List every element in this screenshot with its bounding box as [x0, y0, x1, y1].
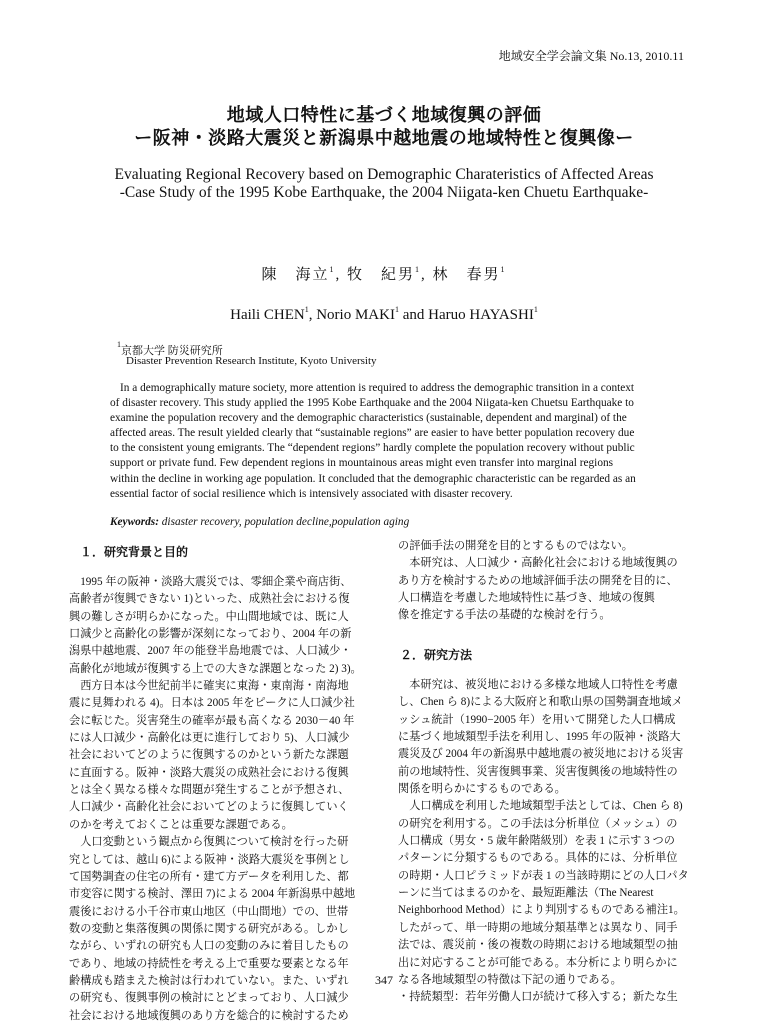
body-line: 潟県中越地震、2007 年の能登半島地震では、人口減少・ [69, 645, 352, 658]
body-line: 高齢化が地域が復興する上での大きな課題となった 2) 3)。 [69, 662, 362, 675]
body-line: には人口減少・高齢化は更に進行しており 5)、人口減少 [69, 732, 350, 745]
body-line: 人口構成（男女・5 歳年齢階級別）を表 1 に示す 3 つの [398, 835, 675, 848]
authors-ja: 陳 海立$^1$, 牧 紀男$^1$, 林 春男$^1$ [261, 265, 507, 283]
authors-en [0, 305, 768, 324]
body-line: 究としては、越山 6)による阪神・淡路大震災を事例とし [69, 853, 350, 866]
keywords-label: Keywords: [110, 516, 159, 528]
body-line: 人口減少・高齢化社会においてどのように復興していく [69, 801, 349, 814]
body-line: 本研究は、被災地における多様な地域人口特性を考慮 [398, 679, 678, 691]
body-line: 齢構成も踏まえた検討は行われていない。また、いずれ [69, 974, 349, 987]
abstract-line: to the consistent young emigrants. The “dependent regions” hardly complete the population recovery without public [110, 442, 635, 455]
body-line: 前の地域特性、災害復興事業、災害復興後の地域特性の [398, 765, 678, 778]
body-line: 口減少と高齢化の影響が深刻になっており、2004 年の新 [69, 628, 352, 641]
author-separator: and [398, 307, 429, 323]
body-line: 像を推定する手法の基礎的な検討を行う。 [398, 609, 611, 622]
affiliation-ja-text: 京都大学 防災研究所 [121, 345, 223, 357]
abstract-line: affected areas. The result yielded clearly that “sustainable regions” are easier to have better population recovery due [110, 427, 635, 440]
body-line: 人口構造を考慮した地域特性に基づき、地域の復興 [398, 592, 655, 605]
body-line: の時期・人口ピラミッドが表 1 の当該時期にどの人口パタ [398, 869, 689, 882]
body-line: 出に対応することが可能である。本分析により明らかに [398, 956, 678, 969]
title-ja-line1: 地域人口特性に基づく地域復興の評価 [226, 105, 542, 126]
body-line: ーンに当てはまるのかを、最短距離法（The Nearest [398, 887, 654, 900]
body-line: のかを考えておくことは重要な課題である。 [69, 818, 293, 831]
body-line: あり方を検討するための地域評価手法の開発を目的に、 [398, 574, 678, 587]
body-line: 興の難しさが明らかになった。中山間地域では、既に人 [69, 610, 349, 623]
title-en-line2: -Case Study of the 1995 Kobe Earthquake, the 2004 Niigata-ken Chuetu Earthquake- [119, 184, 649, 201]
body-line: に基づく地域類型手法を利用し、1995 年の阪神・淡路大 [398, 731, 681, 744]
author-name: 牧 紀男 [346, 267, 415, 283]
body-line: の研究も、復興事例の検討にとどまっており、人口減少 [69, 992, 349, 1005]
title-en-line1: Evaluating Regional Recovery based on Demographic Charateristics of Affected Areas [114, 166, 654, 183]
body-line: の研究を利用する。この手法は分析単位（メッシュ）の [398, 817, 678, 830]
left-column [69, 574, 369, 1025]
abstract-line: essential factor of social resilience which is intensively associated with disaster recovery. [110, 487, 513, 500]
body-line: 1995 年の阪神・淡路大震災では、零細企業や商店街、 [69, 576, 352, 588]
right-column-top [398, 538, 698, 625]
author-sup: 1 [304, 305, 309, 314]
body-line: 法では、震災前・後の複数の時期における地域類型の抽 [398, 939, 678, 952]
body-line: 市変容に関する検討、澤田 7)による 2004 年新潟県中越地 [69, 888, 356, 901]
right-column-section2 [398, 677, 698, 1007]
author-name: 陳 海立 [261, 267, 330, 283]
title-ja-line2: ー阪神・淡路大震災と新潟県中越地震の地域特性と復興像ー [134, 128, 634, 149]
author-sup: 1 [394, 305, 399, 314]
author-name: Norio MAKI [316, 307, 395, 323]
body-line: ながら、いずれの研究も人口の変動のみに着目したもの [69, 940, 349, 953]
affiliation-sup: 1 [117, 340, 121, 349]
body-line: ッシュ統計（1990−2005 年）を用いて開発した人口構成 [398, 713, 676, 726]
body-line: パターンに分類するものである。具体的には、分析単位 [398, 852, 678, 865]
affiliation-en: Disaster Prevention Research Institute, Kyoto University [126, 355, 377, 367]
author-sup: 1 [533, 305, 538, 314]
body-line: ・持続類型：若年労働人口が続けて移入する；新たな生 [398, 991, 678, 1004]
body-line: て国勢調査の住宅の所有・建て方データを利用した、都 [69, 870, 349, 883]
author-sup: 1 [415, 265, 421, 274]
author-sup: 1 [500, 265, 507, 274]
body-line: なる各地域類型の特徴は下記の通りである。 [398, 973, 622, 986]
abstract-line: support or private fund. Few dependent regions in mountainous areas might even transfer into marginal regions [110, 457, 614, 470]
author-name: Haruo HAYASHI [428, 307, 534, 323]
body-line: 社会における地域復興のあり方を総合的に検討するため [69, 1009, 349, 1022]
body-line: 震災及び 2004 年の新潟県中越地震の被災地における災害 [398, 748, 684, 761]
body-line: 高齢者が復興できない 1)といった、成熟社会における復 [69, 593, 350, 606]
keywords [110, 516, 409, 528]
body-line: 会に転じた。災害発生の確率が最も高くなる 2030－40 年 [69, 714, 355, 727]
author-name: 林 春男 [432, 267, 501, 283]
body-line: 本研究は、人口減少・高齢化社会における地域復興の [398, 557, 678, 570]
author-name: Haili CHEN [230, 307, 305, 323]
abstract-line: of disaster recovery. This study applied the 1995 Kobe Earthquake and the 2004 Niigata-ken Chuetsu Earthquake to [110, 397, 634, 410]
author-sup: 1 [329, 265, 336, 274]
body-line: の評価手法の開発を目的とするものではない。 [398, 540, 633, 552]
abstract [110, 381, 662, 502]
abstract-line: In a demographically mature society, more attention is required to address the demographic transition in a context [120, 382, 635, 394]
journal-header: 地域安全学会論文集 No.13, 2010.11 [498, 49, 684, 63]
body-line: 人口構成を利用した地域類型手法としては、Chen ら 8) [398, 800, 683, 813]
abstract-line: within the decline in working age population. It concluded that the demographic characteristic can be regarded as an [110, 472, 636, 485]
body-line: 人口変動という観点から復興について検討を行った研 [69, 836, 349, 849]
abstract-line: examine the population recovery and the demographic characteristics (sustainable, dependent and marginal) of the [110, 412, 627, 425]
body-line: したがって、単一時期の地域分類基準とは異なり、同手 [398, 921, 678, 934]
body-line: 西方日本は今世紀前半に確実に東海・東南海・南海地 [69, 680, 349, 693]
body-line: 社会においてどのように復興するのかという新たな課題 [69, 749, 349, 762]
body-line: 震に見舞われる 4)。日本は 2005 年をピークに人口減少社 [69, 697, 355, 710]
section2-heading: ２．研究方法 [400, 648, 473, 662]
page-number: 347 [375, 973, 393, 987]
body-line: 関係を明らかにするものである。 [398, 783, 566, 796]
author-separator: , [308, 307, 317, 323]
body-line: Neighborhood Method）により判別するものである補注1。 [398, 904, 685, 917]
body-line: 震後における小千谷市東山地区（中山間地）での、世帯 [69, 905, 349, 918]
body-line: し、Chen ら 8)による大阪府と和歌山県の国勢調査地域メ [398, 696, 683, 709]
keywords-text: disaster recovery, population decline,population aging [158, 516, 410, 528]
section1-heading: １．研究背景と目的 [80, 545, 189, 559]
body-line: 数の変動と集落復興の関係に関する研究がある。しかし [69, 922, 349, 935]
body-line: とは全く異なる様々な問題が発生することが予想され、 [69, 784, 350, 797]
body-line: に直面する。阪神・淡路大震災の成熟社会における復興 [69, 766, 349, 779]
body-line: であり、地域の持続性を考える上で重要な要素となる年 [69, 957, 349, 970]
